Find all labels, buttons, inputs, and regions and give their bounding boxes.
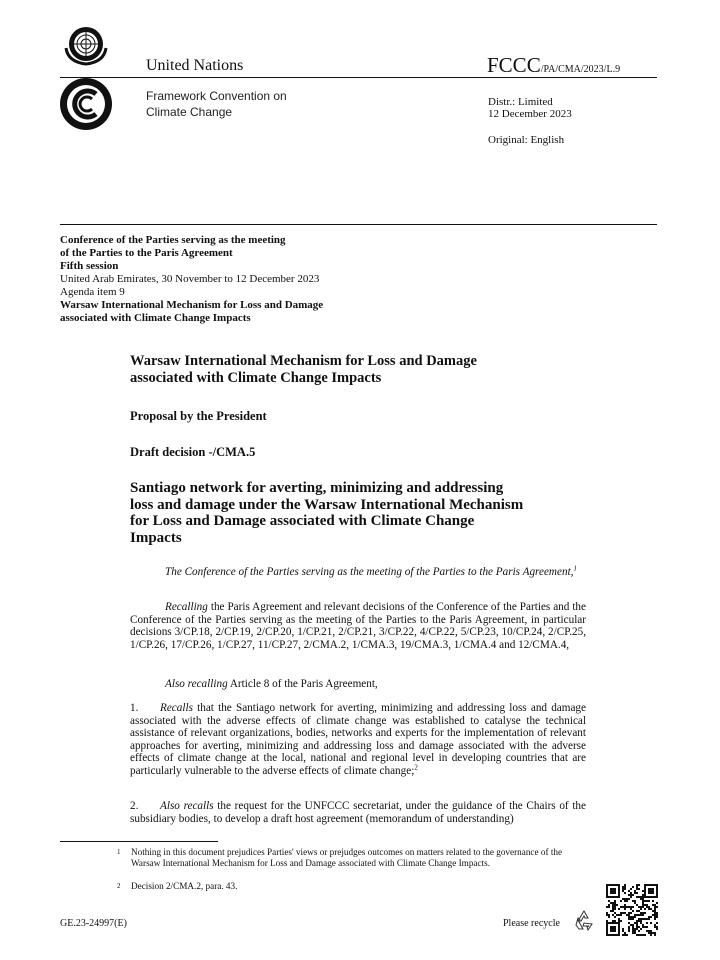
paragraph-1-text: that the Santiago network for averting, minimizing and addressing loss and damage associated with the adverse effects of climate change was established to catalyse the technical assistance of relevant organizations, bodies, networks and experts for the implementation of relevant approaches for averting, minimizing and addressing loss and damage associated with the adverse effects of climate change at the local, national and regional level in developing countries that are particularly vulnerable to the adverse effects of climate change; [130, 702, 586, 777]
symbol-main: FCCC [487, 53, 541, 77]
recalling-text: the Paris Agreement and relevant decisions of the Conference of the Parties and the Conference of the Parties serving as the meeting of the Parties to the Paris Agreement, in particular decisions 3/CP.18, 2/CP.19, 2/CP.20, 1/CP.21, 2/CP.21, 3/CP.22, 4/CP.22, 5/CP.23, 10/CP.24, 2/CP.25, 1/CP.26, 17/CP.26, 1/CP.27, 11/CP.27, 2/CMA.2, 1/CMA.3, 19/CMA.3, 1/CMA.4 and 12/CMA.4, [130, 601, 586, 651]
footnote-1 [117, 847, 587, 869]
footnote-1-text: Nothing in this document prejudices Parties' views or prejudges outcomes on matters related to the governance of the Warsaw International Mechanism for Loss and Damage associated with Climate Change Impacts. [131, 847, 563, 868]
meeting-line2: of the Parties to the Paris Agreement [60, 247, 233, 259]
main-title-line2: associated with Climate Change Impacts [130, 370, 382, 386]
recalling-lead: Recalling [165, 601, 208, 613]
header-rule-bottom [60, 224, 657, 225]
framework-line1: Framework Convention on [146, 89, 287, 103]
paragraph-2-lead: Also recalls [160, 800, 214, 812]
footnote-2-text: Decision 2/CMA.2, para. 43. [131, 881, 238, 891]
paragraph-1-lead: Recalls [160, 702, 193, 714]
decision-title [130, 480, 586, 546]
org-name: United Nations [146, 57, 244, 74]
paragraph-2-number: 2. [130, 800, 139, 812]
also-recalling-text: Article 8 of the Paris Agreement, [227, 678, 378, 690]
paragraph-1 [130, 702, 586, 778]
un-emblem-icon [60, 24, 112, 66]
footnote-1-mark: 1 [117, 848, 121, 856]
distribution: Distr.: Limited [488, 96, 553, 108]
decision-title-line3: for Loss and Damage associated with Climate Change [130, 513, 475, 530]
preamble-intro [130, 566, 586, 579]
footnote-2 [117, 881, 587, 892]
also-recalling-lead: Also recalling [165, 678, 228, 690]
agenda-title-line2: associated with Climate Change Impacts [60, 312, 251, 324]
footnote-separator [60, 841, 218, 842]
preamble-recalling [130, 601, 586, 651]
original-language: Original: English [488, 134, 565, 146]
paragraph-1-number: 1. [130, 702, 139, 714]
decision-title-line2: loss and damage under the Warsaw International Mechanism [130, 496, 524, 513]
decision-title-line4: Impacts [130, 529, 182, 546]
meeting-info [60, 234, 390, 325]
footnote-ref-2[interactable]: 2 [414, 763, 418, 772]
document-symbol [487, 53, 620, 78]
qr-code-icon [604, 882, 660, 938]
unfccc-logo-icon [58, 76, 114, 132]
footnote-2-mark: 2 [117, 882, 121, 890]
issue-date: 12 December 2023 [488, 108, 572, 120]
draft-decision: Draft decision -/CMA.5 [130, 445, 256, 459]
symbol-rest: /PA/CMA/2023/L.9 [540, 64, 621, 75]
main-title [130, 353, 586, 387]
main-title-line1: Warsaw International Mechanism for Loss and Damage [130, 353, 477, 369]
header-rule-top [60, 77, 657, 78]
proposal-heading: Proposal by the President [130, 409, 267, 423]
agenda-item: Agenda item 9 [60, 286, 125, 298]
ge-number: GE.23-24997(E) [60, 918, 127, 929]
framework-line2: Climate Change [146, 105, 233, 119]
footnote-ref-1[interactable]: 1 [573, 564, 577, 573]
preamble-intro-text: The Conference of the Parties serving as the meeting of the Parties to the Paris Agreement, [165, 566, 574, 578]
agenda-title-line1: Warsaw International Mechanism for Loss and Damage [60, 299, 324, 311]
preamble-also-recalling [130, 678, 586, 691]
place-dates: United Arab Emirates, 30 November to 12 December 2023 [60, 273, 320, 285]
session: Fifth session [60, 260, 119, 272]
paragraph-2-text: the request for the UNFCCC secretariat, under the guidance of the Chairs of the subsidiary bodies, to develop a draft host agreement (memorandum of understanding) [130, 800, 586, 825]
decision-title-line1: Santiago network for averting, minimizing and addressing [130, 480, 504, 496]
recycle-icon [572, 908, 596, 932]
please-recycle: Please recycle [503, 918, 560, 929]
paragraph-2 [130, 800, 586, 825]
meeting-line1: Conference of the Parties serving as the meeting [60, 234, 286, 246]
